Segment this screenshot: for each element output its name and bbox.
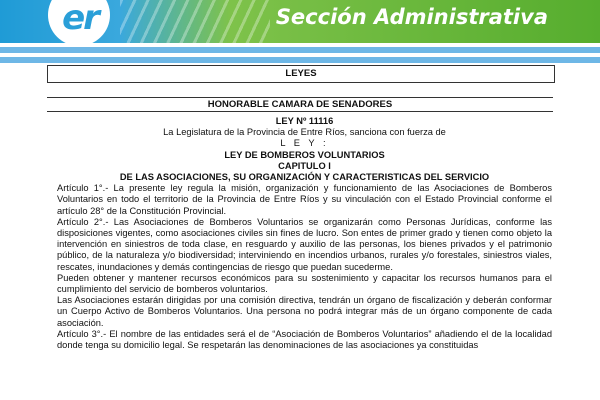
logo-text: er bbox=[62, 0, 98, 38]
law-title: LEY DE BOMBEROS VOLUNTARIOS bbox=[224, 149, 385, 160]
law-number: LEY Nº 11116 bbox=[275, 116, 334, 126]
article-paragraph: Las Asociaciones estarán dirigidas por una comisión directiva, tendrán un órgano de fiscalización y deberán conformar un Cuerpo Activo de Bomberos Voluntarios. Una persona no podrá integrar más de un órgano componente de cada asociación. bbox=[57, 295, 552, 328]
header-banner bbox=[0, 0, 600, 43]
article-paragraph: Artículo 1°.- La presente ley regula la misión, organización y funcionamiento de las Asociaciones de Bomberos Voluntarios en todo el territorio de la Provincia de Entre Ríos y su vinculación con el Estado Provincial conforme el artículo 28° de la Constitución Provincial. bbox=[57, 183, 552, 216]
law-document bbox=[57, 116, 552, 351]
banner-pattern bbox=[120, 0, 270, 43]
ley-word: L E Y : bbox=[280, 138, 329, 149]
leyes-heading: LEYES bbox=[47, 65, 555, 83]
section-title: Sección Administrativa bbox=[275, 5, 548, 29]
divider bbox=[0, 57, 600, 63]
chapter-number: CAPITULO I bbox=[278, 160, 331, 171]
chamber-heading: HONORABLE CAMARA DE SENADORES bbox=[47, 97, 553, 112]
preamble: La Legislatura de la Provincia de Entre Ríos, sanciona con fuerza de bbox=[163, 127, 446, 138]
chapter-title: DE LAS ASOCIACIONES, SU ORGANIZACIÓN Y CARACTERISTICAS DEL SERVICIO bbox=[119, 172, 490, 183]
article-paragraph: Artículo 2°.- Las Asociaciones de Bomberos Voluntarios se organizarán como Personas Jurídicas, conforme las disposiciones vigentes, como asociaciones civiles sin fines de lucro. Son entes de primer grado y tienen como objeto la intervención en siniestros de toda clase, en resguardo y auxilio de las personas, los bienes privados y el patrimonio público, de la naturaleza y/o biodiversidad; interviniendo en incendios urbanos, rurales y/o forestales, siniestros viales, rescates, inundaciones y demás contingencias de riesgo que puedan sucederme. bbox=[57, 216, 552, 272]
article-paragraph: Artículo 3°.- El nombre de las entidades será el de “Asociación de Bomberos Voluntarios” añadiendo el de la localidad donde tenga su domicilio legal. Se respetarán las denominaciones de las asociaciones ya constituidas bbox=[57, 328, 552, 351]
article-paragraph: Pueden obtener y mantener recursos económicos para su sostenimiento y capacitar los recursos humanos para el cumplimiento del servicio de bomberos voluntarios. bbox=[57, 272, 552, 295]
